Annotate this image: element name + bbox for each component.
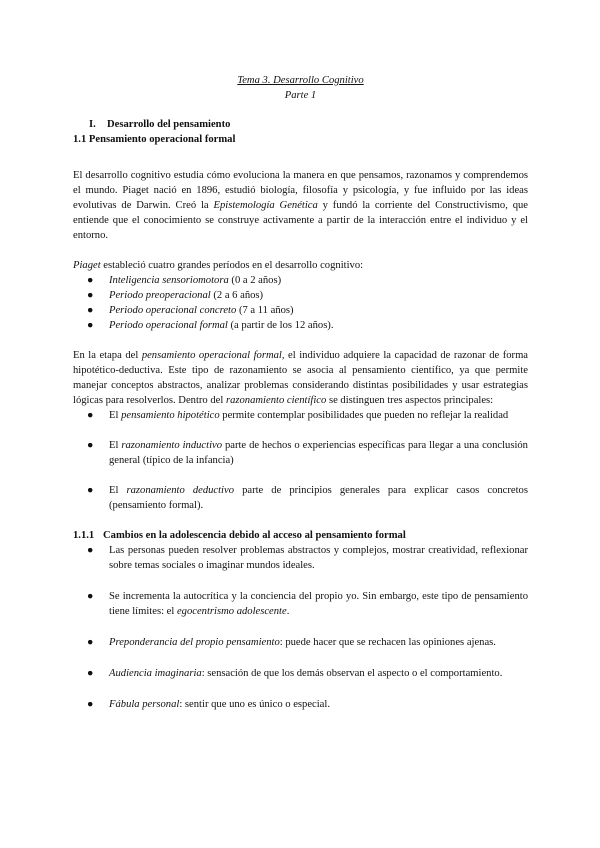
document-page <box>73 73 528 728</box>
bullet-icon: ● <box>87 320 94 331</box>
bullet-icon: ● <box>87 591 94 602</box>
piaget-paragraph: Piaget estableció cuatro grandes períodos en el desarrollo cognitivo: <box>73 260 364 271</box>
bullet-icon: ● <box>87 410 94 421</box>
document-title: Tema 3. Desarrollo Cognitivo <box>237 75 364 86</box>
bullet-icon: ● <box>87 545 94 556</box>
changes-list <box>73 543 528 712</box>
list-item: ● Audiencia imaginaria: sensación de que los demás observan el aspecto o el comportamiento. <box>87 668 503 679</box>
section-number: 1.1.1 <box>73 530 95 541</box>
reasoning-list <box>73 408 528 513</box>
bullet-icon: ● <box>87 485 94 496</box>
bullet-icon: ● <box>87 637 94 648</box>
list-item: ● El pensamiento hipotético permite contemplar posibilidades que pueden no reflejar la realidad <box>87 410 509 421</box>
list-item: ● Periodo operacional formal (a partir de los 12 años). <box>87 320 334 331</box>
list-item: ● El razonamiento inductivo parte de hechos o experiencias específicas para llegar a una conclusión general (típico de la infancia) <box>87 440 528 466</box>
list-item: ● Periodo preoperacional (2 a 6 años) <box>87 290 264 301</box>
list-item: ● Fábula personal: sentir que uno es único o especial. <box>87 699 330 710</box>
section-heading-1 <box>73 117 528 132</box>
section-heading-1-1-1 <box>73 528 528 543</box>
document-subtitle: Parte 1 <box>284 90 317 101</box>
document-header <box>73 73 528 103</box>
bullet-icon: ● <box>87 668 94 679</box>
section-title: Cambios en la adolescencia debido al acceso al pensamiento formal <box>103 530 406 541</box>
list-item: ● Se incrementa la autocrítica y la conciencia del propio yo. Sin embargo, este tipo de pensamiento tiene límites: el egocentrismo adolescente. <box>87 591 528 617</box>
list-item: ● Preponderancia del propio pensamiento: puede hacer que se rechacen las opiniones ajenas. <box>87 637 496 648</box>
section-heading-1-1: 1.1 Pensamiento operacional formal <box>73 134 236 145</box>
bullet-icon: ● <box>87 290 94 301</box>
bullet-icon: ● <box>87 305 94 316</box>
section-title: Desarrollo del pensamiento <box>107 119 231 130</box>
etapa-paragraph: En la etapa del pensamiento operacional formal, el individuo adquiere la capacidad de razonar de forma hipotético-deductiva. Este tipo de razonamiento se asocia al pensamiento científico, ya que permite manejar conceptos abstractos, analizar problemas considerando distintas posibilidades y usar estrategias lógicas para resolverlos. Dentro del razonamiento científico se distinguen tres aspectos principales: <box>73 350 529 406</box>
list-item: ● Las personas pueden resolver problemas abstractos y complejos, mostrar creatividad, reflexionar sobre temas sociales o imaginar mundos ideales. <box>87 545 528 571</box>
list-item: ● Periodo operacional concreto (7 a 11 años) <box>87 305 294 316</box>
intro-paragraph: El desarrollo cognitivo estudia cómo evoluciona la manera en que pensamos, razonamos y comprendemos el mundo. Piaget nació en 1896, estudió biología, filosofía y psicología, y fue influido por las ideas evolutivas de Darwin. Creó la Epistemología Genética y fundó la corriente del Constructivismo, que entiende que el conocimiento se construye activamente a partir de la interacción entre el individuo y el entorno. <box>73 170 528 241</box>
list-item: ● El razonamiento deductivo parte de principios generales para explicar casos concretos (pensamiento formal). <box>87 485 528 511</box>
list-item: ● Inteligencia sensoriomotora (0 a 2 años) <box>87 275 282 286</box>
bullet-icon: ● <box>87 440 94 451</box>
section-number: I. <box>89 119 96 130</box>
periods-list <box>73 273 528 333</box>
bullet-icon: ● <box>87 275 94 286</box>
bullet-icon: ● <box>87 699 94 710</box>
